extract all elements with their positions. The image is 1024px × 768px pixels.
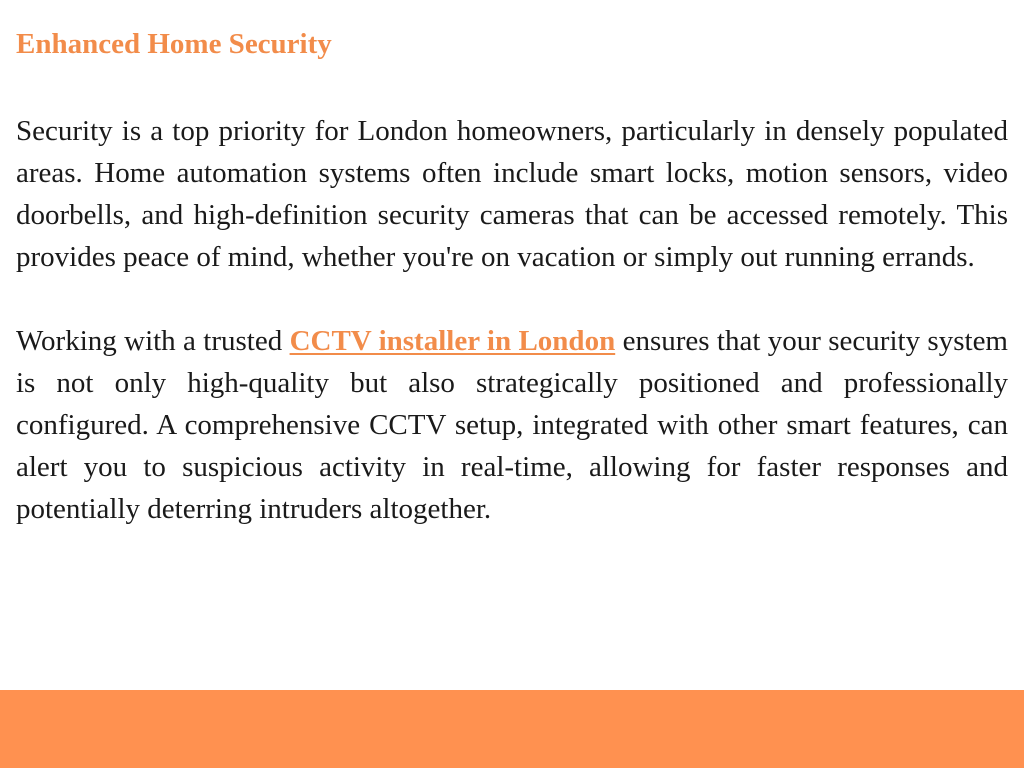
cctv-installer-link[interactable]: CCTV installer in London bbox=[289, 325, 616, 357]
section-heading: Enhanced Home Security bbox=[16, 28, 332, 60]
paragraph-text-after-link: ensures that your security system is not only high-quality but also strategically positioned and professionally configured. A comprehensive CCTV setup, integrated with other smart features, can alert you to suspicious activity in real-time, allowing for faster responses and potentially deterring intruders altogether. bbox=[16, 325, 1008, 525]
paragraph-security-overview: Security is a top priority for London homeowners, particularly in densely populated areas. Home automation systems often include smart locks, motion sensors, video doorbells, and high-definition security cameras that can be accessed remotely. This provides peace of mind, whether you're on vacation or simply out running errands. bbox=[16, 115, 1008, 273]
paragraph-cctv-installer bbox=[16, 320, 1008, 530]
footer-bar bbox=[0, 690, 1024, 768]
article-content bbox=[16, 26, 1008, 530]
paragraph-text-before-link: Working with a trusted bbox=[16, 325, 290, 357]
